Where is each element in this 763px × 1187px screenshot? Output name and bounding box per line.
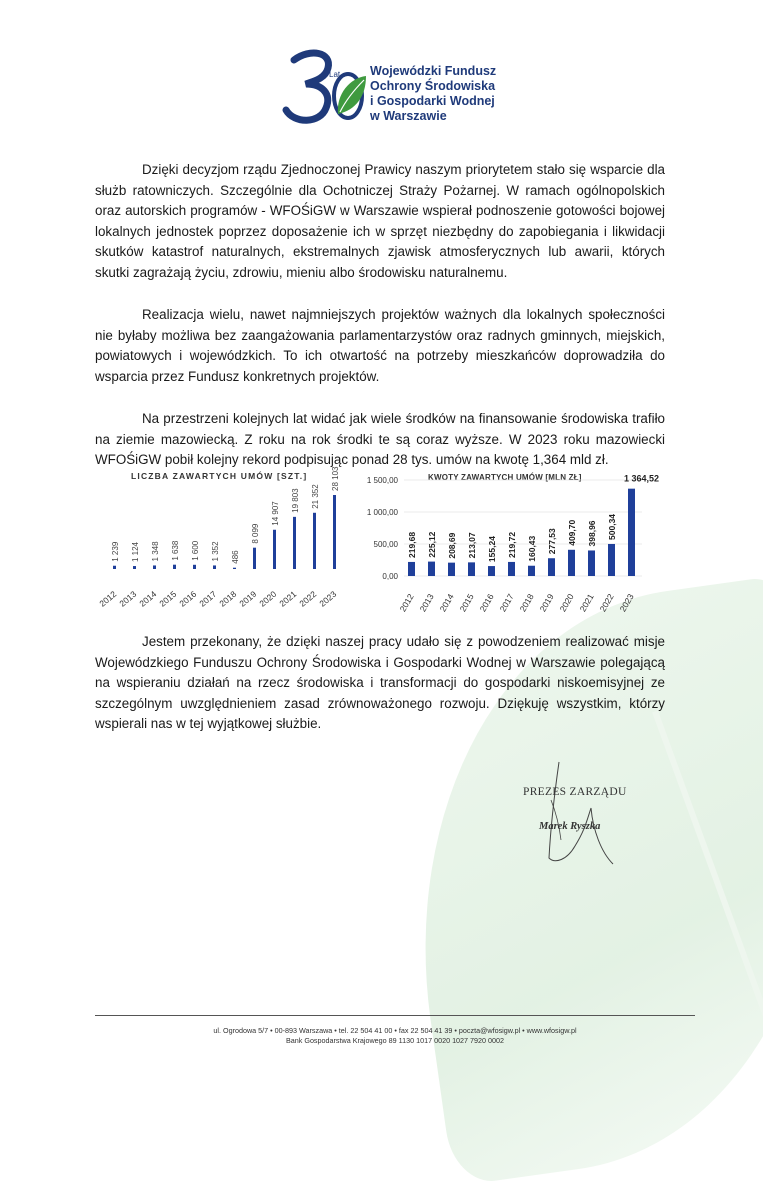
- paragraph-closing: Jestem przekonany, że dzięki naszej pracy udało się z powodzeniem realizować misje Wojewódzkiego Funduszu Ochrony Środowiska i Gospodarki Wodnej w Warszawie polegającą na wspieraniu działań na rzecz środowiska i transformacji do gospodarki niskoemisyjnej ze szczególnym uwzględnieniem zasad zrównoważonego rozwoju. Dziękuję wszystkim, którzy wspierali nas w tej wyjątkowej służbie.: [95, 634, 665, 731]
- x-tick-label: 2016: [177, 588, 199, 609]
- paragraph-funding-record: Na przestrzeni kolejnych lat widać jak wiele środków na finansowanie środowiska trafiło na ziemie mazowiecką. Z roku na rok środki te są coraz wyższe. W 2023 roku mazowiecki WFOŚiGW pobił kolejny rekord podpisując ponad 28 tys. umów na kwotę 1,364 mld zł.: [95, 411, 665, 467]
- x-tick-label: 2018: [517, 592, 536, 614]
- data-label: 486: [231, 550, 240, 564]
- bar: [293, 517, 296, 569]
- bar: [333, 495, 336, 569]
- x-tick-label: 2020: [257, 588, 279, 609]
- data-label: 28 103: [331, 466, 340, 491]
- logo-lat-label: Lat: [329, 70, 341, 79]
- data-label: 1 638: [171, 540, 180, 561]
- chart-contracts-amount-title: KWOTY ZAWARTYCH UMÓW [MLN ZŁ]: [428, 473, 582, 482]
- bar: [488, 566, 495, 576]
- data-label: 219,68: [407, 531, 417, 558]
- bar: [468, 562, 475, 576]
- data-label: 208,69: [447, 532, 457, 559]
- x-tick-label: 2013: [417, 592, 436, 614]
- footer-contact: [95, 1026, 695, 1046]
- chart-contracts-amount: [360, 455, 670, 635]
- bar: [313, 513, 316, 569]
- data-label: 21 352: [311, 484, 320, 509]
- data-label: 398,96: [587, 520, 597, 547]
- bar: [213, 565, 216, 569]
- x-tick-label: 2017: [197, 588, 219, 609]
- y-tick-label: 1 500,00: [366, 476, 398, 485]
- anniversary-30-logo-icon: [280, 48, 370, 128]
- bar: [273, 530, 276, 569]
- footer-address: ul. Ogrodowa 5/7 • 00-893 Warszawa • tel. 22 504 41 00 • fax 22 504 41 39 • poczta@wfosigw.pl • www.wfosigw.pl: [213, 1026, 577, 1035]
- x-tick-label: 2012: [397, 592, 416, 614]
- paragraph-local-projects: Realizacja wielu, nawet najmniejszych projektów ważnych dla lokalnych społeczności nie byłaby możliwa bez zaangażowania parlamentarzystów oraz radnych gminnych, miejskich, powiatowych i wojewódzkich. To ich otwartość na potrzeby mieszkańców doprowadziła do wsparcia przez Fundusz konkretnych projektów.: [95, 307, 665, 384]
- x-tick-label: 2017: [497, 592, 516, 614]
- y-tick-label: 500,00: [373, 540, 398, 549]
- x-tick-label: 2021: [277, 588, 299, 609]
- footer-divider: [95, 1015, 695, 1016]
- letterhead-logo: [280, 48, 540, 128]
- x-tick-label: 2023: [617, 592, 636, 614]
- bar: [608, 544, 615, 576]
- bar: [508, 562, 515, 576]
- bar: [428, 562, 435, 576]
- data-label: 500,34: [607, 513, 617, 540]
- data-label: 409,70: [567, 519, 577, 546]
- data-label: 1 239: [111, 541, 120, 562]
- data-label: 14 907: [271, 501, 280, 526]
- bar: [193, 565, 196, 569]
- charts-section: [95, 455, 665, 635]
- y-tick-label: 0,00: [382, 572, 398, 581]
- data-label: 213,07: [467, 532, 477, 559]
- chart-contracts-count: [95, 455, 355, 635]
- signatory-title: PREZES ZARZĄDU: [523, 786, 627, 798]
- letter-body-bottom: [95, 632, 665, 735]
- bar: [588, 550, 595, 576]
- data-label: 1 600: [191, 540, 200, 561]
- signature-block: [515, 760, 655, 870]
- bar: [448, 563, 455, 576]
- data-label: 8 099: [251, 523, 260, 544]
- data-label: 19 803: [291, 488, 300, 513]
- x-tick-label: 2014: [137, 588, 159, 609]
- signatory-name: Marek Ryszka: [539, 821, 601, 832]
- institution-name-line: Wojewódzki Fundusz: [370, 64, 497, 78]
- x-tick-label: 2016: [477, 592, 496, 614]
- data-label: 1 348: [151, 541, 160, 562]
- x-tick-label: 2019: [537, 592, 556, 614]
- bar: [568, 550, 575, 576]
- x-tick-label: 2012: [97, 588, 119, 609]
- bar: [173, 565, 176, 569]
- bar: [253, 548, 256, 569]
- data-label: 1 124: [131, 542, 140, 563]
- x-tick-label: 2023: [317, 588, 339, 609]
- handwritten-signature-icon: [515, 760, 655, 870]
- x-tick-label: 2021: [577, 592, 596, 614]
- bar: [153, 565, 156, 569]
- footer-bank-account: Bank Gospodarstwa Krajowego 89 1130 1017 0020 1027 7920 0002: [285, 1036, 505, 1045]
- bar: [408, 562, 415, 576]
- bar: [548, 558, 555, 576]
- bar: [113, 566, 116, 569]
- data-label: 225,12: [427, 531, 437, 558]
- data-label: 219,72: [507, 531, 517, 558]
- x-tick-label: 2015: [457, 592, 476, 614]
- x-tick-label: 2019: [237, 588, 259, 609]
- paragraph-rescue-services: Dzięki decyzjom rządu Zjednoczonej Prawicy naszym priorytetem stało się wsparcie dla służb ratowniczych. Szczególnie dla Ochotniczej Straży Pożarnej. W ramach ogólnopolskich oraz autorskich programów - WFOŚiGW w Warszawie wspierał podnoszenie gotowości bojowej lokalnych jednostek poprzez doposażenie ich w sprzęt niezbędny do zapobiegania i likwidacji skutków katastrof naturalnych, ekstremalnych zjawisk atmosferycznych lub awarii, których skutki zagrażają życiu, zdrowiu, mieniu albo środowisku naturalnemu.: [95, 162, 665, 280]
- x-tick-label: 2015: [157, 588, 179, 609]
- chart-contracts-count-title: LICZBA ZAWARTYCH UMÓW [SZT.]: [131, 471, 308, 481]
- data-label: 1 364,52: [624, 473, 660, 484]
- bar: [233, 568, 236, 569]
- x-tick-label: 2018: [217, 588, 239, 609]
- x-tick-label: 2022: [297, 588, 319, 609]
- letter-body-top: [95, 160, 665, 471]
- x-tick-label: 2013: [117, 588, 139, 609]
- y-tick-label: 1 000,00: [366, 508, 398, 517]
- data-label: 155,24: [487, 536, 497, 563]
- bar: [528, 566, 535, 576]
- bar: [133, 566, 136, 569]
- data-label: 1 352: [211, 541, 220, 562]
- data-label: 160,43: [527, 535, 537, 562]
- institution-name-line: i Gospodarki Wodnej: [370, 94, 495, 108]
- x-tick-label: 2022: [597, 592, 616, 614]
- x-tick-label: 2020: [557, 592, 576, 614]
- x-tick-label: 2014: [437, 592, 456, 614]
- data-label: 277,53: [547, 528, 557, 555]
- institution-name-line: Ochrony Środowiska: [370, 79, 496, 93]
- institution-name-line: w Warszawie: [370, 109, 447, 123]
- institution-name: [370, 64, 496, 124]
- bar: [628, 489, 635, 576]
